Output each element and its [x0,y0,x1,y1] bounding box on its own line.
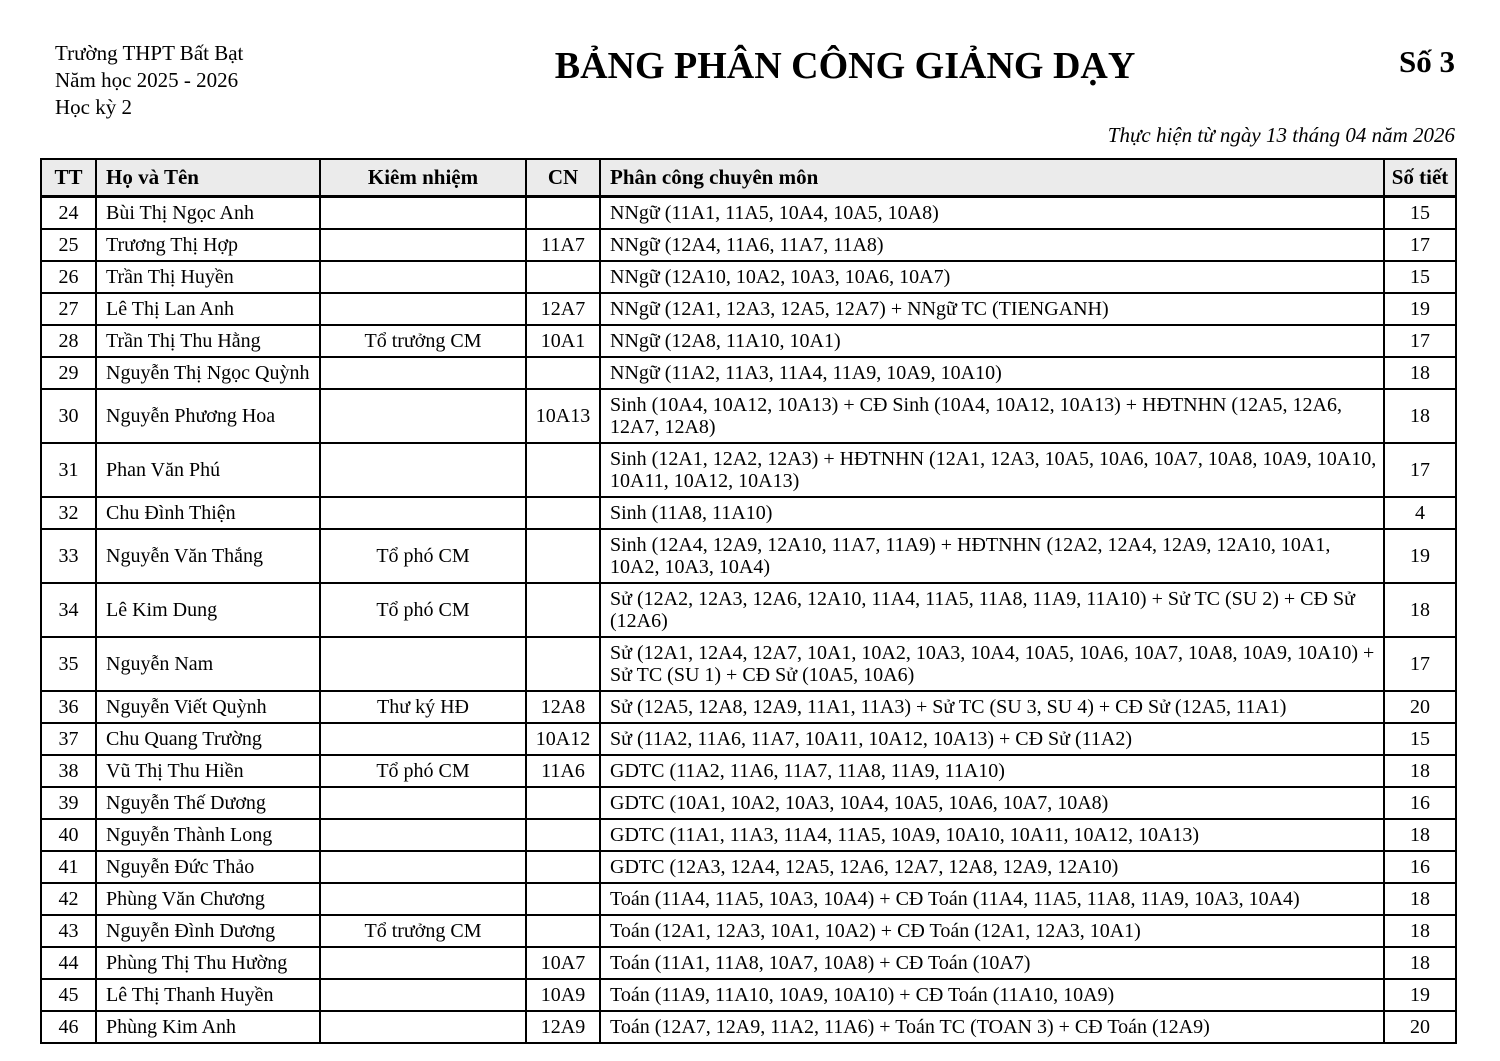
table-row [41,529,1456,583]
cell-assignment: GDTC (12A3, 12A4, 12A5, 12A6, 12A7, 12A8, 12A9, 12A10) [600,851,1384,883]
cell-role [320,261,526,293]
cell-tt: 27 [41,293,96,325]
cell-assignment: Toán (11A1, 11A8, 10A7, 10A8) + CĐ Toán (10A7) [600,947,1384,979]
table-row [41,691,1456,723]
cell-cn [526,787,600,819]
cell-cn [526,851,600,883]
cell-periods: 18 [1384,915,1456,947]
cell-assignment: NNgữ (11A1, 11A5, 10A4, 10A5, 10A8) [600,197,1384,230]
cell-role: Tổ phó CM [320,755,526,787]
cell-name: Phùng Kim Anh [96,1011,320,1043]
table-row [41,443,1456,497]
cell-cn [526,497,600,529]
cell-cn [526,637,600,691]
school-info-block [55,40,355,121]
cell-role [320,293,526,325]
cell-cn: 10A12 [526,723,600,755]
cell-cn: 11A6 [526,755,600,787]
cell-periods: 20 [1384,691,1456,723]
cell-assignment: Toán (11A4, 11A5, 10A3, 10A4) + CĐ Toán (11A4, 11A5, 11A8, 11A9, 10A3, 10A4) [600,883,1384,915]
cell-tt: 33 [41,529,96,583]
cell-assignment: NNgữ (12A1, 12A3, 12A5, 12A7) + NNgữ TC (TIENGANH) [600,293,1384,325]
effective-date: Thực hiện từ ngày 13 tháng 04 năm 2026 [1107,123,1455,147]
cell-name: Nguyễn Thành Long [96,819,320,851]
cell-periods: 19 [1384,293,1456,325]
cell-assignment: Sử (12A2, 12A3, 12A6, 12A10, 11A4, 11A5, 11A8, 11A9, 11A10) + Sử TC (SU 2) + CĐ Sử (12A6) [600,583,1384,637]
cell-role [320,229,526,261]
cell-assignment: NNgữ (11A2, 11A3, 11A4, 11A9, 10A9, 10A10) [600,357,1384,389]
cell-name: Chu Quang Trường [96,723,320,755]
cell-assignment: Sinh (11A8, 11A10) [600,497,1384,529]
cell-periods: 20 [1384,1011,1456,1043]
cell-periods: 15 [1384,197,1456,230]
table-row [41,637,1456,691]
cell-tt: 26 [41,261,96,293]
table-row [41,1011,1456,1043]
cell-periods: 4 [1384,497,1456,529]
cell-periods: 18 [1384,883,1456,915]
table-row [41,497,1456,529]
column-header-role: Kiêm nhiệm [320,159,526,197]
table-header-row [41,159,1456,197]
cell-name: Nguyễn Đình Dương [96,915,320,947]
cell-cn [526,529,600,583]
cell-role [320,723,526,755]
cell-role [320,787,526,819]
cell-name: Chu Đình Thiện [96,497,320,529]
cell-name: Trần Thị Thu Hằng [96,325,320,357]
cell-cn [526,583,600,637]
cell-name: Phùng Thị Thu Hường [96,947,320,979]
cell-cn [526,883,600,915]
cell-tt: 41 [41,851,96,883]
table-row [41,229,1456,261]
cell-periods: 16 [1384,851,1456,883]
cell-cn: 10A13 [526,389,600,443]
cell-tt: 35 [41,637,96,691]
cell-periods: 17 [1384,637,1456,691]
cell-tt: 31 [41,443,96,497]
cell-cn [526,197,600,230]
cell-cn: 10A9 [526,979,600,1011]
cell-name: Nguyễn Phương Hoa [96,389,320,443]
cell-name: Phùng Văn Chương [96,883,320,915]
cell-tt: 43 [41,915,96,947]
cell-tt: 25 [41,229,96,261]
cell-assignment: Sử (11A2, 11A6, 11A7, 10A11, 10A12, 10A13) + CĐ Sử (11A2) [600,723,1384,755]
cell-role [320,851,526,883]
cell-tt: 36 [41,691,96,723]
cell-cn: 12A9 [526,1011,600,1043]
cell-cn: 12A8 [526,691,600,723]
cell-role [320,637,526,691]
cell-role [320,883,526,915]
cell-cn [526,915,600,947]
cell-role: Thư ký HĐ [320,691,526,723]
cell-assignment: GDTC (11A2, 11A6, 11A7, 11A8, 11A9, 11A10) [600,755,1384,787]
cell-name: Nguyễn Thị Ngọc Quỳnh [96,357,320,389]
cell-role [320,389,526,443]
cell-assignment: Sử (12A5, 12A8, 12A9, 11A1, 11A3) + Sử TC (SU 3, SU 4) + CĐ Sử (12A5, 11A1) [600,691,1384,723]
cell-cn: 10A1 [526,325,600,357]
cell-assignment: GDTC (11A1, 11A3, 11A4, 11A5, 10A9, 10A10, 10A11, 10A12, 10A13) [600,819,1384,851]
cell-periods: 15 [1384,261,1456,293]
cell-cn: 11A7 [526,229,600,261]
cell-role [320,497,526,529]
cell-name: Nguyễn Văn Thắng [96,529,320,583]
school-name: Trường THPT Bất Bạt [55,41,244,65]
cell-periods: 18 [1384,357,1456,389]
cell-tt: 45 [41,979,96,1011]
cell-tt: 40 [41,819,96,851]
cell-periods: 16 [1384,787,1456,819]
cell-role: Tổ trưởng CM [320,325,526,357]
cell-name: Trương Thị Hợp [96,229,320,261]
cell-assignment: NNgữ (12A4, 11A6, 11A7, 11A8) [600,229,1384,261]
cell-assignment: GDTC (10A1, 10A2, 10A3, 10A4, 10A5, 10A6, 10A7, 10A8) [600,787,1384,819]
cell-role [320,819,526,851]
cell-tt: 39 [41,787,96,819]
cell-role [320,947,526,979]
cell-tt: 44 [41,947,96,979]
cell-assignment: Toán (12A1, 12A3, 10A1, 10A2) + CĐ Toán (12A1, 12A3, 10A1) [600,915,1384,947]
document-number: Số 3 [1399,44,1455,79]
cell-role [320,197,526,230]
school-year: Năm học 2025 - 2026 [55,68,239,92]
cell-name: Lê Kim Dung [96,583,320,637]
cell-name: Nguyễn Viết Quỳnh [96,691,320,723]
cell-name: Lê Thị Thanh Huyền [96,979,320,1011]
cell-assignment: Sinh (10A4, 10A12, 10A13) + CĐ Sinh (10A4, 10A12, 10A13) + HĐTNHN (12A5, 12A6, 12A7, 12A8) [600,389,1384,443]
table-row [41,851,1456,883]
cell-tt: 34 [41,583,96,637]
column-header-tt: TT [41,159,96,197]
table-row [41,819,1456,851]
cell-role: Tổ phó CM [320,583,526,637]
cell-role [320,357,526,389]
cell-periods: 17 [1384,443,1456,497]
cell-name: Trần Thị Huyền [96,261,320,293]
cell-role [320,443,526,497]
cell-periods: 19 [1384,529,1456,583]
cell-periods: 18 [1384,819,1456,851]
cell-periods: 19 [1384,979,1456,1011]
cell-name: Nguyễn Thế Dương [96,787,320,819]
cell-role: Tổ phó CM [320,529,526,583]
cell-name: Bùi Thị Ngọc Anh [96,197,320,230]
table-row [41,261,1456,293]
cell-assignment: Sinh (12A1, 12A2, 12A3) + HĐTNHN (12A1, 12A3, 10A5, 10A6, 10A7, 10A8, 10A9, 10A10, 10A11, 10A12, 10A13) [600,443,1384,497]
cell-tt: 24 [41,197,96,230]
cell-name: Nguyễn Đức Thảo [96,851,320,883]
cell-periods: 18 [1384,389,1456,443]
cell-assignment: Toán (12A7, 12A9, 11A2, 11A6) + Toán TC (TOAN 3) + CĐ Toán (12A9) [600,1011,1384,1043]
table-row [41,883,1456,915]
cell-assignment: Sinh (12A4, 12A9, 12A10, 11A7, 11A9) + HĐTNHN (12A2, 12A4, 12A9, 12A10, 10A1, 10A2, 10A3, 10A4) [600,529,1384,583]
cell-role [320,979,526,1011]
cell-cn: 10A7 [526,947,600,979]
table-row [41,357,1456,389]
cell-cn [526,357,600,389]
cell-periods: 17 [1384,325,1456,357]
table-row [41,787,1456,819]
cell-cn [526,443,600,497]
cell-tt: 30 [41,389,96,443]
cell-periods: 18 [1384,947,1456,979]
column-header-name: Họ và Tên [96,159,320,197]
cell-cn [526,819,600,851]
cell-cn: 12A7 [526,293,600,325]
column-header-assignment: Phân công chuyên môn [600,159,1384,197]
column-header-cn: CN [526,159,600,197]
cell-tt: 42 [41,883,96,915]
table-row [41,583,1456,637]
cell-name: Vũ Thị Thu Hiền [96,755,320,787]
cell-cn [526,261,600,293]
table-row [41,197,1456,230]
cell-tt: 32 [41,497,96,529]
cell-assignment: NNgữ (12A8, 11A10, 10A1) [600,325,1384,357]
cell-assignment: Sử (12A1, 12A4, 12A7, 10A1, 10A2, 10A3, 10A4, 10A5, 10A6, 10A7, 10A8, 10A9, 10A10) + Sử TC (SU 1) + CĐ Sử (10A5, 10A6) [600,637,1384,691]
cell-periods: 17 [1384,229,1456,261]
table-row [41,947,1456,979]
table-row [41,389,1456,443]
cell-assignment: Toán (11A9, 11A10, 10A9, 10A10) + CĐ Toán (11A10, 10A9) [600,979,1384,1011]
document-title: BẢNG PHÂN CÔNG GIẢNG DẠY [554,45,1136,87]
table-row [41,755,1456,787]
table-row [41,723,1456,755]
cell-periods: 15 [1384,723,1456,755]
cell-name: Phan Văn Phú [96,443,320,497]
semester-label: Học kỳ 2 [55,95,132,119]
cell-tt: 28 [41,325,96,357]
cell-role [320,1011,526,1043]
table-row [41,293,1456,325]
column-header-periods: Số tiết [1384,159,1456,197]
table-row [41,979,1456,1011]
document-header [0,0,1500,121]
teaching-assignment-table [40,158,1457,1044]
cell-tt: 38 [41,755,96,787]
cell-tt: 37 [41,723,96,755]
cell-name: Lê Thị Lan Anh [96,293,320,325]
cell-assignment: NNgữ (12A10, 10A2, 10A3, 10A6, 10A7) [600,261,1384,293]
cell-tt: 46 [41,1011,96,1043]
table-row [41,915,1456,947]
cell-role: Tổ trưởng CM [320,915,526,947]
cell-periods: 18 [1384,755,1456,787]
table-row [41,325,1456,357]
cell-tt: 29 [41,357,96,389]
cell-name: Nguyễn Nam [96,637,320,691]
cell-periods: 18 [1384,583,1456,637]
